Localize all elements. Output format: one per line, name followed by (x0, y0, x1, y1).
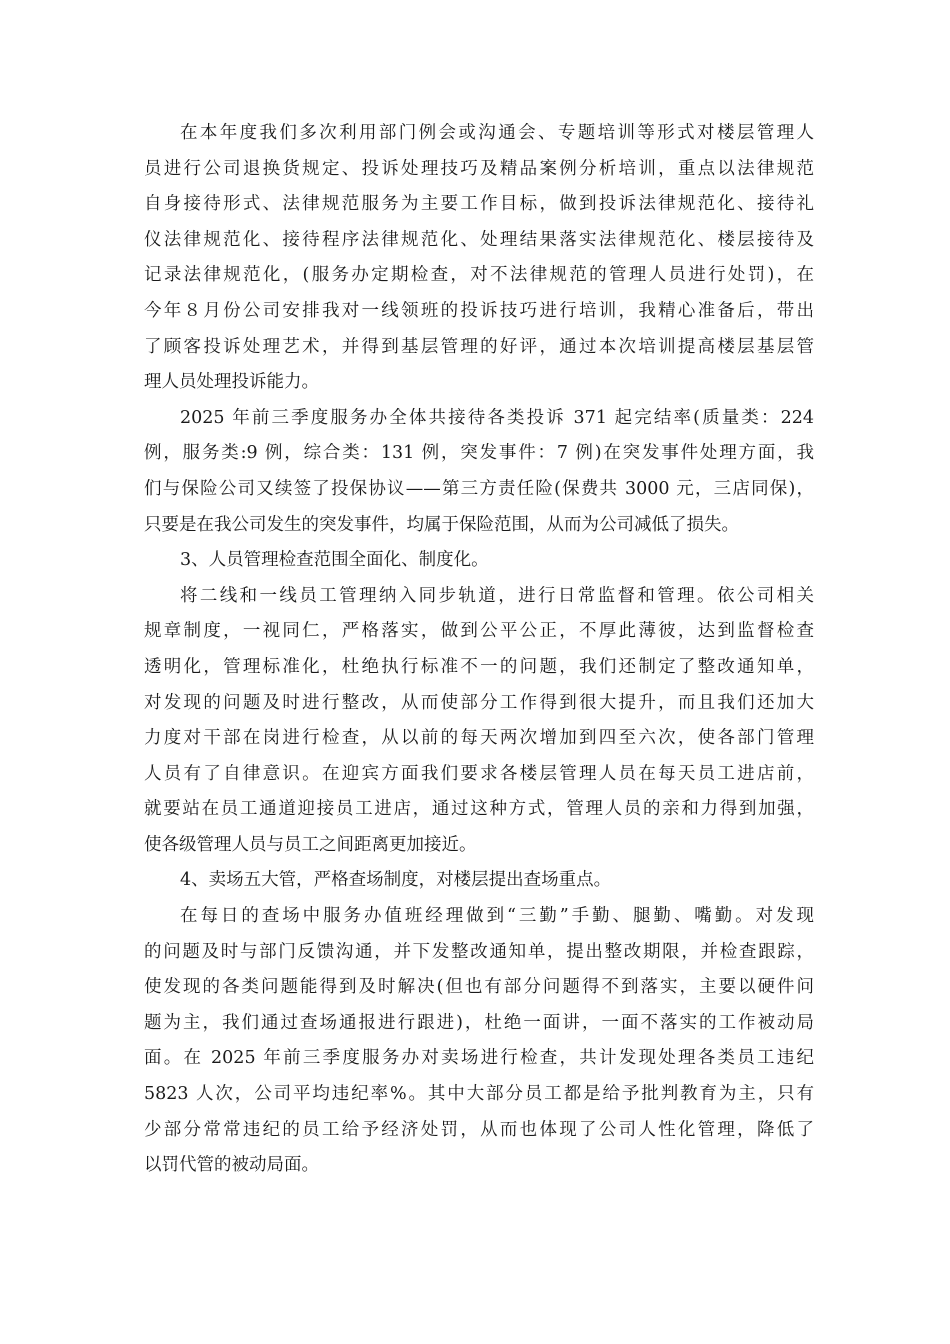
text-line: 自身接待形式、法律规范服务为主要工作目标，做到投诉法律规范化、接待礼 (144, 194, 814, 215)
text-line: 仪法律规范化、接待程序法律规范化、处理结果落实法律规范化、楼层接待及 (144, 229, 814, 250)
text-line: 将二线和一线员工管理纳入同步轨道，进行日常监督和管理。依公司相关 (180, 585, 814, 606)
section-heading: 3、人员管理检查范围全面化、制度化。 (180, 550, 489, 571)
section-heading-3 (144, 543, 814, 579)
paragraph-training (144, 116, 814, 401)
paragraph-complaints (144, 401, 814, 543)
text-line: 力度对干部在岗进行检查，从以前的每天两次增加到四至六次，使各部门管理 (144, 728, 814, 749)
text-line: 少部分常常违纪的员工给予经济处罚，从而也体现了公司人性化管理，降低了 (144, 1119, 814, 1140)
text-line: 题为主，我们通过查场通报进行跟进)，杜绝一面讲，一面不落实的工作被动局 (144, 1012, 814, 1033)
text-line: 人员有了自律意识。在迎宾方面我们要求各楼层管理人员在每天员工进店前， (144, 763, 814, 784)
section-heading-4 (144, 863, 814, 899)
text-line: 规章制度，一视同仁，严格落实，做到公平公正，不厚此薄彼，达到监督检查 (144, 621, 814, 642)
text-line: 2025 年前三季度服务办全体共接待各类投诉 371 起完结率(质量类：224 (180, 407, 814, 428)
text-line: 在每日的查场中服务办值班经理做到“三勤”手勤、腿勤、嘴勤。对发现 (180, 906, 814, 927)
text-line: 只要是在我公司发生的突发事件，均属于保险范围，从而为公司减低了损失。 (144, 514, 739, 535)
text-line: 面。在 2025 年前三季度服务办对卖场进行检查，共计发现处理各类员工违纪 (144, 1048, 814, 1069)
text-line: 例，服务类:9 例，综合类：131 例，突发事件：7 例)在突发事件处理方面，我 (144, 443, 814, 464)
text-line: 在本年度我们多次利用部门例会或沟通会、专题培训等形式对楼层管理人 (180, 123, 814, 143)
text-line: 今年８月份公司安排我对一线领班的投诉技巧进行培训，我精心准备后，带出 (144, 300, 814, 321)
paragraph-inspection (144, 899, 814, 1184)
text-line: 以罚代管的被动局面。 (144, 1155, 319, 1176)
text-line: 5823 人次，公司平均违纪率%。其中大部分员工都是给予批判教育为主，只有 (144, 1084, 814, 1105)
text-line: 了顾客投诉处理艺术，并得到基层管理的好评，通过本次培训提高楼层基层管 (144, 336, 814, 357)
text-line: 使发现的各类问题能得到及时解决(但也有部分问题得不到落实，主要以硬件问 (144, 977, 814, 998)
paragraph-staff-management (144, 579, 814, 864)
text-line: 们与保险公司又续签了投保协议——第三方责任险(保费共 3000 元，三店同保)， (144, 478, 814, 499)
text-line: 记录法律规范化，(服务办定期检查，对不法律规范的管理人员进行处罚)，在 (144, 265, 814, 286)
text-line: 使各级管理人员与员工之间距离更加接近。 (144, 834, 477, 855)
text-line: 就要站在员工通道迎接员工进店，通过这种方式，管理人员的亲和力得到加强， (144, 799, 814, 820)
text-line: 的问题及时与部门反馈沟通，并下发整改通知单，提出整改期限，并检查跟踪， (144, 941, 814, 962)
document-body (144, 116, 814, 1184)
text-line: 对发现的问题及时进行整改，从而使部分工作得到很大提升，而且我们还加大 (144, 692, 814, 713)
text-line: 理人员处理投诉能力。 (144, 372, 319, 393)
section-heading: 4、卖场五大管，严格查场制度，对楼层提出查场重点。 (180, 870, 612, 891)
text-line: 透明化，管理标准化，杜绝执行标准不一的问题，我们还制定了整改通知单， (144, 656, 814, 677)
text-line: 员进行公司退换货规定、投诉处理技巧及精品案例分析培训，重点以法律规范 (144, 158, 814, 179)
